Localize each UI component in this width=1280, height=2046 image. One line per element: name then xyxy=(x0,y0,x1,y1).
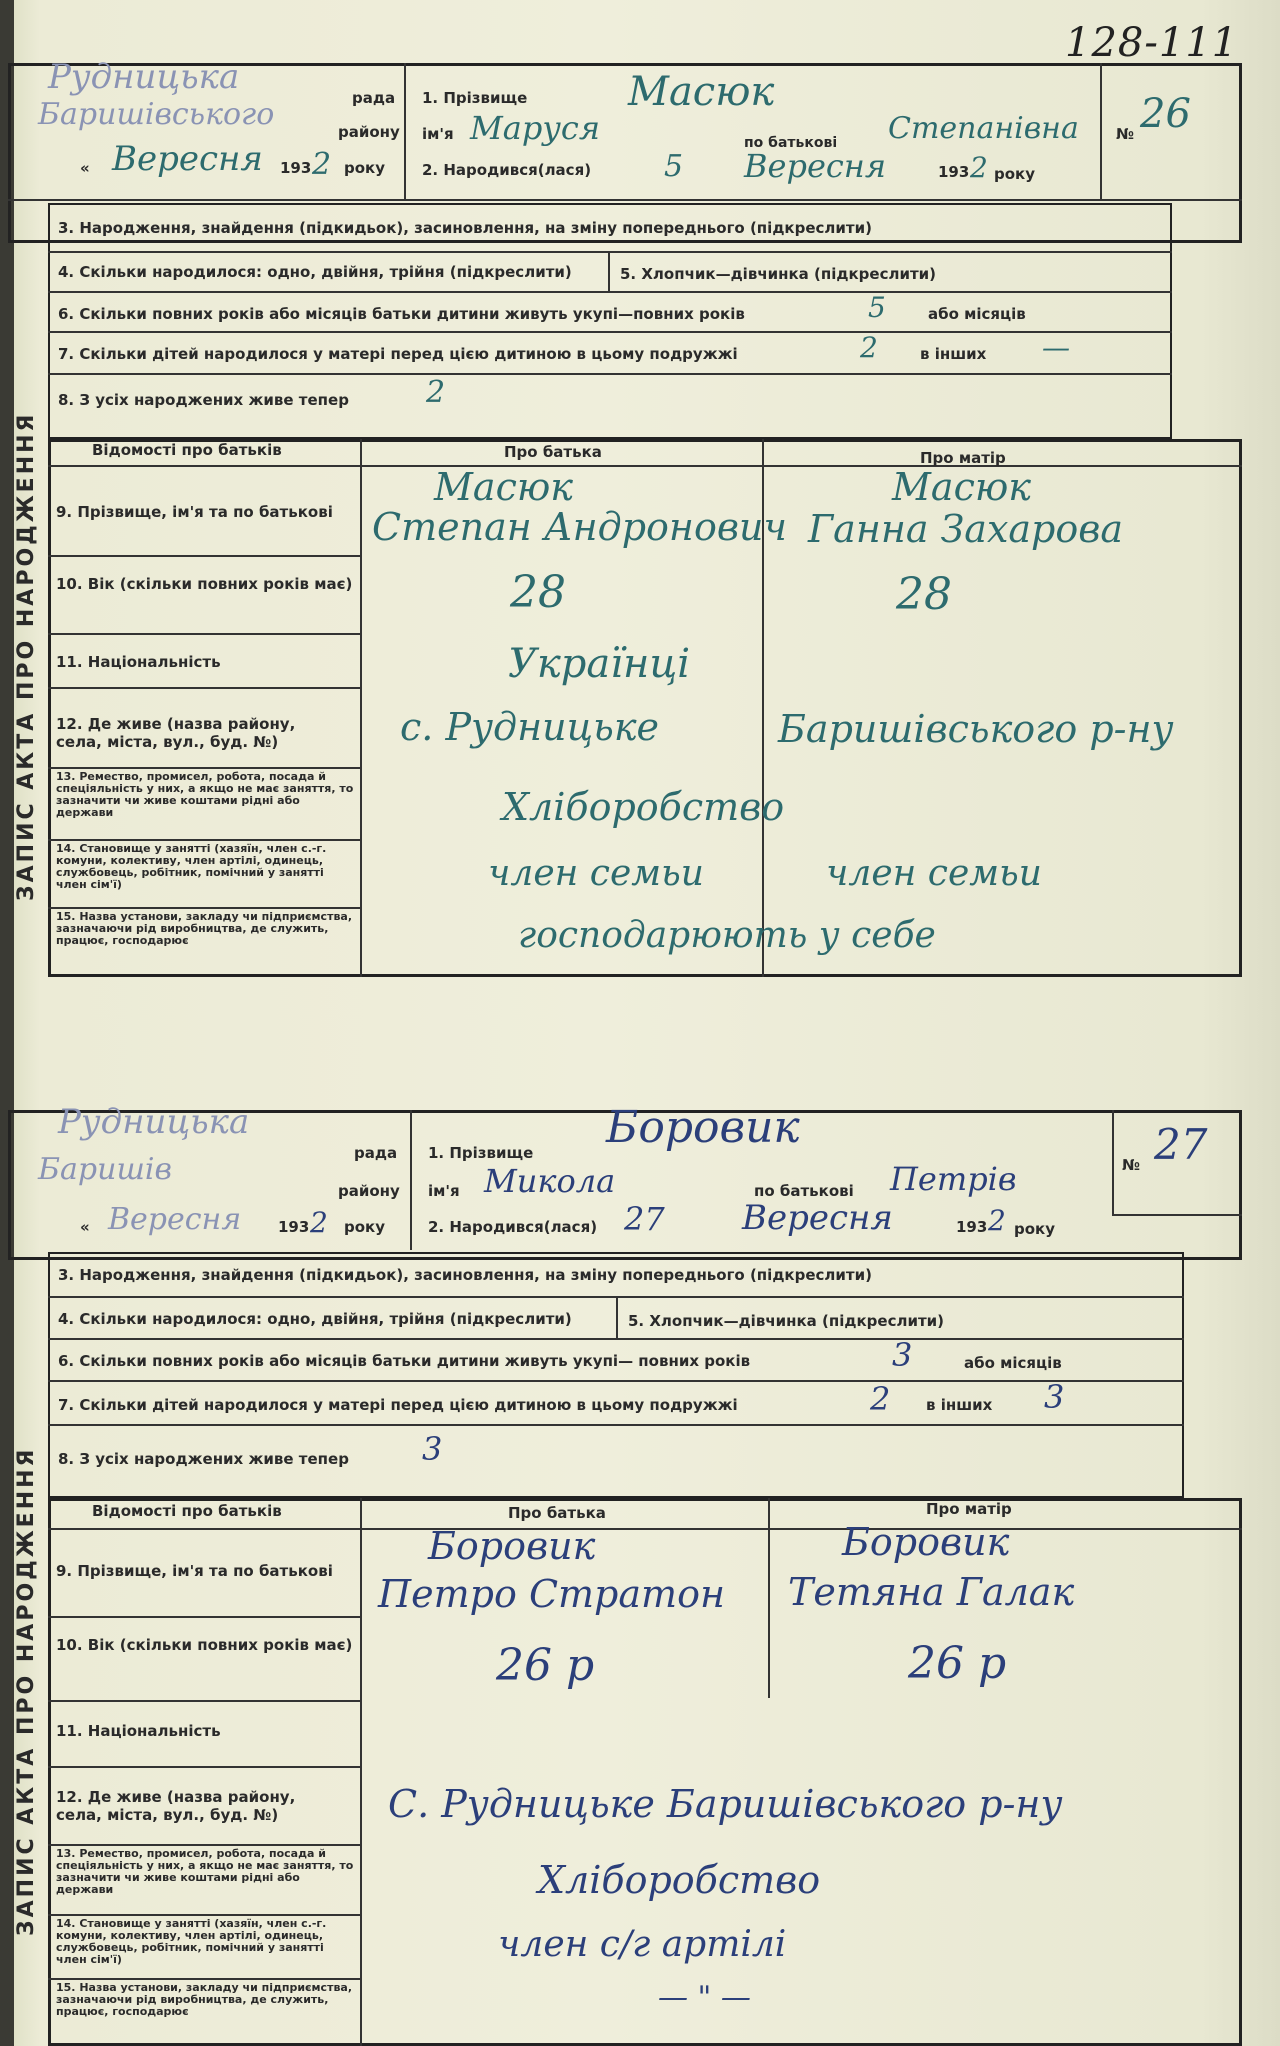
raion-label: району xyxy=(338,1182,400,1200)
mother-name: Ганна Захарова xyxy=(808,507,1124,551)
q7-handwritten: 2 xyxy=(870,1380,891,1418)
father-name: Степан Андронович xyxy=(372,505,788,549)
born-year-digit: 2 xyxy=(970,151,988,184)
q8-handwritten: 3 xyxy=(422,1430,443,1468)
record-month-handwritten: Вересня xyxy=(112,139,263,179)
q6-years-handwritten: 3 xyxy=(892,1336,913,1374)
q7-other-label: в інших xyxy=(926,1396,993,1414)
row14-label: 14. Становище у занятті (хазяїн, член с.-г. комуни, колективу, член артілі, одинець, службовець, робітник, помічний у занятті член сім'ї) xyxy=(56,1917,327,1966)
q7-other-handwritten: — xyxy=(1042,331,1070,364)
row15-label: 15. Назва установи, закладу чи підприємства, зазначаючи рід виробництва, де служить, працює, господарює xyxy=(56,1981,353,2018)
q7-other-handwritten: 3 xyxy=(1044,1378,1065,1416)
row13-label: 13. Ремество, промисел, робота, посада й спеціяльність у них, а якщо не має заняття, то зазначити чи живе коштами рідні або держави xyxy=(56,770,354,819)
q7-handwritten: 2 xyxy=(860,331,878,364)
header-father: Про батька xyxy=(504,443,602,461)
born-label: 2. Народився(лася) xyxy=(428,1218,598,1236)
trade: Хліборобство xyxy=(502,785,785,829)
mother-name: Тетяна Галак xyxy=(788,1570,1075,1614)
born-year-label: року xyxy=(1014,1220,1056,1238)
name-label: ім'я xyxy=(422,125,454,143)
side-title: ЗАПИС АКТА ПРО НАРОДЖЕННЯ xyxy=(14,1446,39,1936)
header-father: Про батька xyxy=(508,1504,606,1522)
born-year-label: року xyxy=(994,165,1036,183)
row13-label: 13. Ремество, промисел, робота, посада й спеціяльність у них, а якщо не має заняття, то зазначити чи живе коштами рідні або держави xyxy=(56,1847,354,1896)
record-26: Рудницька рада Баришівського району « Вересня 193 2 року 1. Прізвище Масюк ім'я Маруся по батькові Степанівна 2. Народився(лася) 5 Вересня 193 2 року № 26 ЗАПИС АКТА ПРО НАРОДЖЕННЯ 3. Народження, знайдення (підкидьок), засиновлення, на зміну попереднього (підкреслити) 4. Скільки народилося: одно, двійня, трійня (підкреслити) 5. Хлопчик—дівчинка (підкреслити) 6. Скільки повних років або місяців батьки дитини живуть укупі—повних років 5 або місяців 7. Скільки дітей народилося у матері перед цією дитиною в цьому подружжі 2 в інших — 8. З усіх народжених живе тепер 2 Відомості про батьків Про батька Про матір 9. Прізвище, ім'я та по батькові 10. Вік (скільки повних років має) 11. Національність 12. Де живе (назва району, села, міста, вул., буд. №) 13. Ремество, промисел, робота, посада й спеціяльність у них, а якщо не має заняття, то зазначити чи живе коштами рідні або держави 14. Становище у занятті (хазяїн, член с.-г. комуни, колективу, член артілі, одинець, службовець, робітник, помічний у занятті член сім'ї) 15. Назва установи, закладу чи підприємства, зазначаючи рід виробництва, де служить, працює, господарює Масюк Степан Андронович Масюк Ганна Захарова 28 28 Українці с. Рудницьке Баришівського р-ну Хліборобство член семьи член семьи господарюють у себе xyxy=(8,55,1242,985)
rada-handwritten: Рудницька xyxy=(58,1102,250,1142)
father-surname: Масюк xyxy=(434,465,573,509)
record-27: Рудницька рада Баришів району « Вересня 193 2 року 1. Прізвище Боровик ім'я Микола по батькові Петрів 2. Народився(лася) 27 Вересня 193 2 року № 27 ЗАПИС АКТА ПРО НАРОДЖЕННЯ 3. Народження, знайдення (підкидьок), засиновлення, на зміну попереднього (підкреслити) 4. Скільки народилося: одно, двійня, трійня (підкреслити) 5. Хлопчик—дівчинка (підкреслити) 6. Скільки повних років або місяців батьки дитини живуть укупі— повних років 3 або місяців 7. Скільки дітей народилося у матері перед цією дитиною в цьому подружжі 2 в інших 3 8. З усіх народжених живе тепер 3 Відомості про батьків Про батька Про матір 9. Прізвище, ім'я та по батькові 10. Вік (скільки повних років має) 11. Національність 12. Де живе (назва району, села, міста, вул., буд. №) 13. Ремество, промисел, робота, посада й спеціяльність у них, а якщо не має заняття, то зазначити чи живе коштами рідні або держави 14. Становище у занятті (хазяїн, член с.-г. комуни, колективу, член артілі, одинець, службовець, робітник, помічний у занятті член сім'ї) 15. Назва установи, закладу чи підприємства, зазначаючи рід виробництва, де служить, працює, господарює Боровик Петро Стратон Боровик Тетяна Галак 26 р 26 р С. Рудницьке Баришівського р-ну Хліборобство член с/г артілі — " — xyxy=(8,1100,1242,2046)
side-title: ЗАПИС АКТА ПРО НАРОДЖЕННЯ xyxy=(14,411,39,901)
q6-text: 6. Скільки повних років або місяців батьки дитини живуть укупі—повних років xyxy=(58,305,745,323)
surname-label: 1. Прізвище xyxy=(422,89,528,107)
record-year-label: року xyxy=(344,1218,386,1236)
q4-text: 4. Скільки народилося: одно, двійня, трійня (підкреслити) xyxy=(58,1310,572,1328)
record-number: 26 xyxy=(1140,91,1191,137)
mother-age: 26 р xyxy=(908,1638,1007,1689)
institution: господарюють у себе xyxy=(518,915,936,956)
record-month-handwritten: Вересня xyxy=(108,1202,242,1237)
name-handwritten: Микола xyxy=(484,1162,616,1200)
q8-text: 8. З усіх народжених живе тепер xyxy=(58,1450,349,1468)
q5-text: 5. Хлопчик—дівчинка (підкреслити) xyxy=(620,265,937,283)
father-name: Петро Стратон xyxy=(378,1572,725,1616)
q4-text: 4. Скільки народилося: одно, двійня, трійня (підкреслити) xyxy=(58,263,572,281)
born-year-digit: 2 xyxy=(988,1204,1006,1237)
surname-label: 1. Прізвище xyxy=(428,1144,534,1162)
mother-residence: Баришівського р-ну xyxy=(778,707,1174,751)
row9-label: 9. Прізвище, ім'я та по батькові xyxy=(56,1562,333,1580)
q6-years-handwritten: 5 xyxy=(868,291,886,324)
rada-label: рада xyxy=(354,1144,398,1162)
patronymic-label: по батькові xyxy=(744,135,838,151)
born-day-handwritten: 27 xyxy=(624,1200,665,1238)
raion-handwritten: Баришівського xyxy=(38,97,275,132)
patronymic-handwritten: Петрів xyxy=(890,1160,1017,1198)
born-day-handwritten: 5 xyxy=(664,149,684,184)
row10-label: 10. Вік (скільки повних років має) xyxy=(56,575,353,593)
q7-text: 7. Скільки дітей народилося у матері перед цією дитиною в цьому подружжі xyxy=(58,1396,738,1414)
row15-label: 15. Назва установи, закладу чи підприємства, зазначаючи рід виробництва, де служить, працює, господарює xyxy=(56,910,353,947)
nationality: Українці xyxy=(508,641,691,687)
born-label: 2. Народився(лася) xyxy=(422,161,592,179)
q6-months-label: або місяців xyxy=(964,1354,1062,1372)
q8-handwritten: 2 xyxy=(426,375,446,410)
name-label: ім'я xyxy=(428,1182,460,1200)
header-parents-info: Відомості про батьків xyxy=(92,1502,282,1520)
row11-label: 11. Національність xyxy=(56,653,221,671)
residence: С. Рудницьке Баришівського р-ну xyxy=(388,1782,1063,1826)
mother-surname: Боровик xyxy=(842,1520,1010,1564)
father-age: 26 р xyxy=(496,1640,595,1691)
row14-label: 14. Становище у занятті (хазяїн, член с.-г. комуни, колективу, член артілі, одинець, службовець, робітник, помічний у занятті член сім'ї) xyxy=(56,842,327,891)
father-status: член семьи xyxy=(488,853,704,894)
header-mother: Про матір xyxy=(926,1500,1012,1518)
father-surname: Боровик xyxy=(428,1524,596,1568)
record-year-prefix: 193 xyxy=(278,1218,310,1236)
q3-text: 3. Народження, знайдення (підкидьок), засиновлення, на зміну попереднього (підкреслити) xyxy=(58,1266,872,1284)
row12-label: 12. Де живе (назва району, села, міста, вул., буд. №) xyxy=(56,715,296,751)
father-residence: с. Рудницьке xyxy=(400,705,660,749)
trade: Хліборобство xyxy=(538,1858,821,1902)
q8-text: 8. З усіх народжених живе тепер xyxy=(58,391,349,409)
q6-text: 6. Скільки повних років або місяців батьки дитини живуть укупі— повних років xyxy=(58,1352,751,1370)
q6-months-label: або місяців xyxy=(928,305,1026,323)
born-year-prefix: 193 xyxy=(938,163,970,181)
mother-status: член семьи xyxy=(826,853,1042,894)
patronymic-label: по батькові xyxy=(754,1182,854,1200)
record-year-label: року xyxy=(344,159,386,177)
record-year-prefix: 193 xyxy=(280,159,312,177)
row12-label: 12. Де живе (назва району, села, міста, вул., буд. №) xyxy=(56,1788,296,1824)
raion-handwritten: Баришів xyxy=(38,1152,172,1187)
header-parents-info: Відомості про батьків xyxy=(92,441,282,459)
mother-age: 28 xyxy=(896,569,952,620)
q7-text: 7. Скільки дітей народилося у матері перед цією дитиною в цьому подружжі xyxy=(58,345,738,363)
rada-handwritten: Рудницька xyxy=(48,57,240,97)
row10-label: 10. Вік (скільки повних років має) xyxy=(56,1636,353,1654)
row9-label: 9. Прізвище, ім'я та по батькові xyxy=(56,503,333,521)
header-mother: Про матір xyxy=(920,449,1006,467)
surname-handwritten: Масюк xyxy=(628,69,775,115)
status: член с/г артілі xyxy=(498,1924,787,1965)
born-year-prefix: 193 xyxy=(956,1218,988,1236)
q5-text: 5. Хлопчик—дівчинка (підкреслити) xyxy=(628,1312,945,1330)
record-number: 27 xyxy=(1154,1120,1208,1169)
raion-label: району xyxy=(338,123,400,141)
father-age: 28 xyxy=(510,567,566,618)
born-month-handwritten: Вересня xyxy=(742,1198,893,1238)
folio-number: 128-111 xyxy=(1065,20,1239,66)
patronymic-handwritten: Степанівна xyxy=(888,111,1079,146)
row11-label: 11. Національність xyxy=(56,1722,221,1740)
mother-surname: Масюк xyxy=(892,465,1031,509)
q3-text: 3. Народження, знайдення (підкидьок), засиновлення, на зміну попереднього (підкреслити) xyxy=(58,219,872,237)
institution: — " — xyxy=(658,1980,751,2015)
born-month-handwritten: Вересня xyxy=(744,147,887,185)
number-label: № xyxy=(1116,125,1135,143)
q7-other-label: в інших xyxy=(920,345,987,363)
rada-label: рада xyxy=(352,89,396,107)
record-year-digit: 2 xyxy=(312,147,332,182)
number-label: № xyxy=(1122,1156,1141,1174)
name-handwritten: Маруся xyxy=(470,109,600,147)
record-year-digit: 2 xyxy=(310,1206,328,1239)
surname-handwritten: Боровик xyxy=(606,1102,800,1153)
